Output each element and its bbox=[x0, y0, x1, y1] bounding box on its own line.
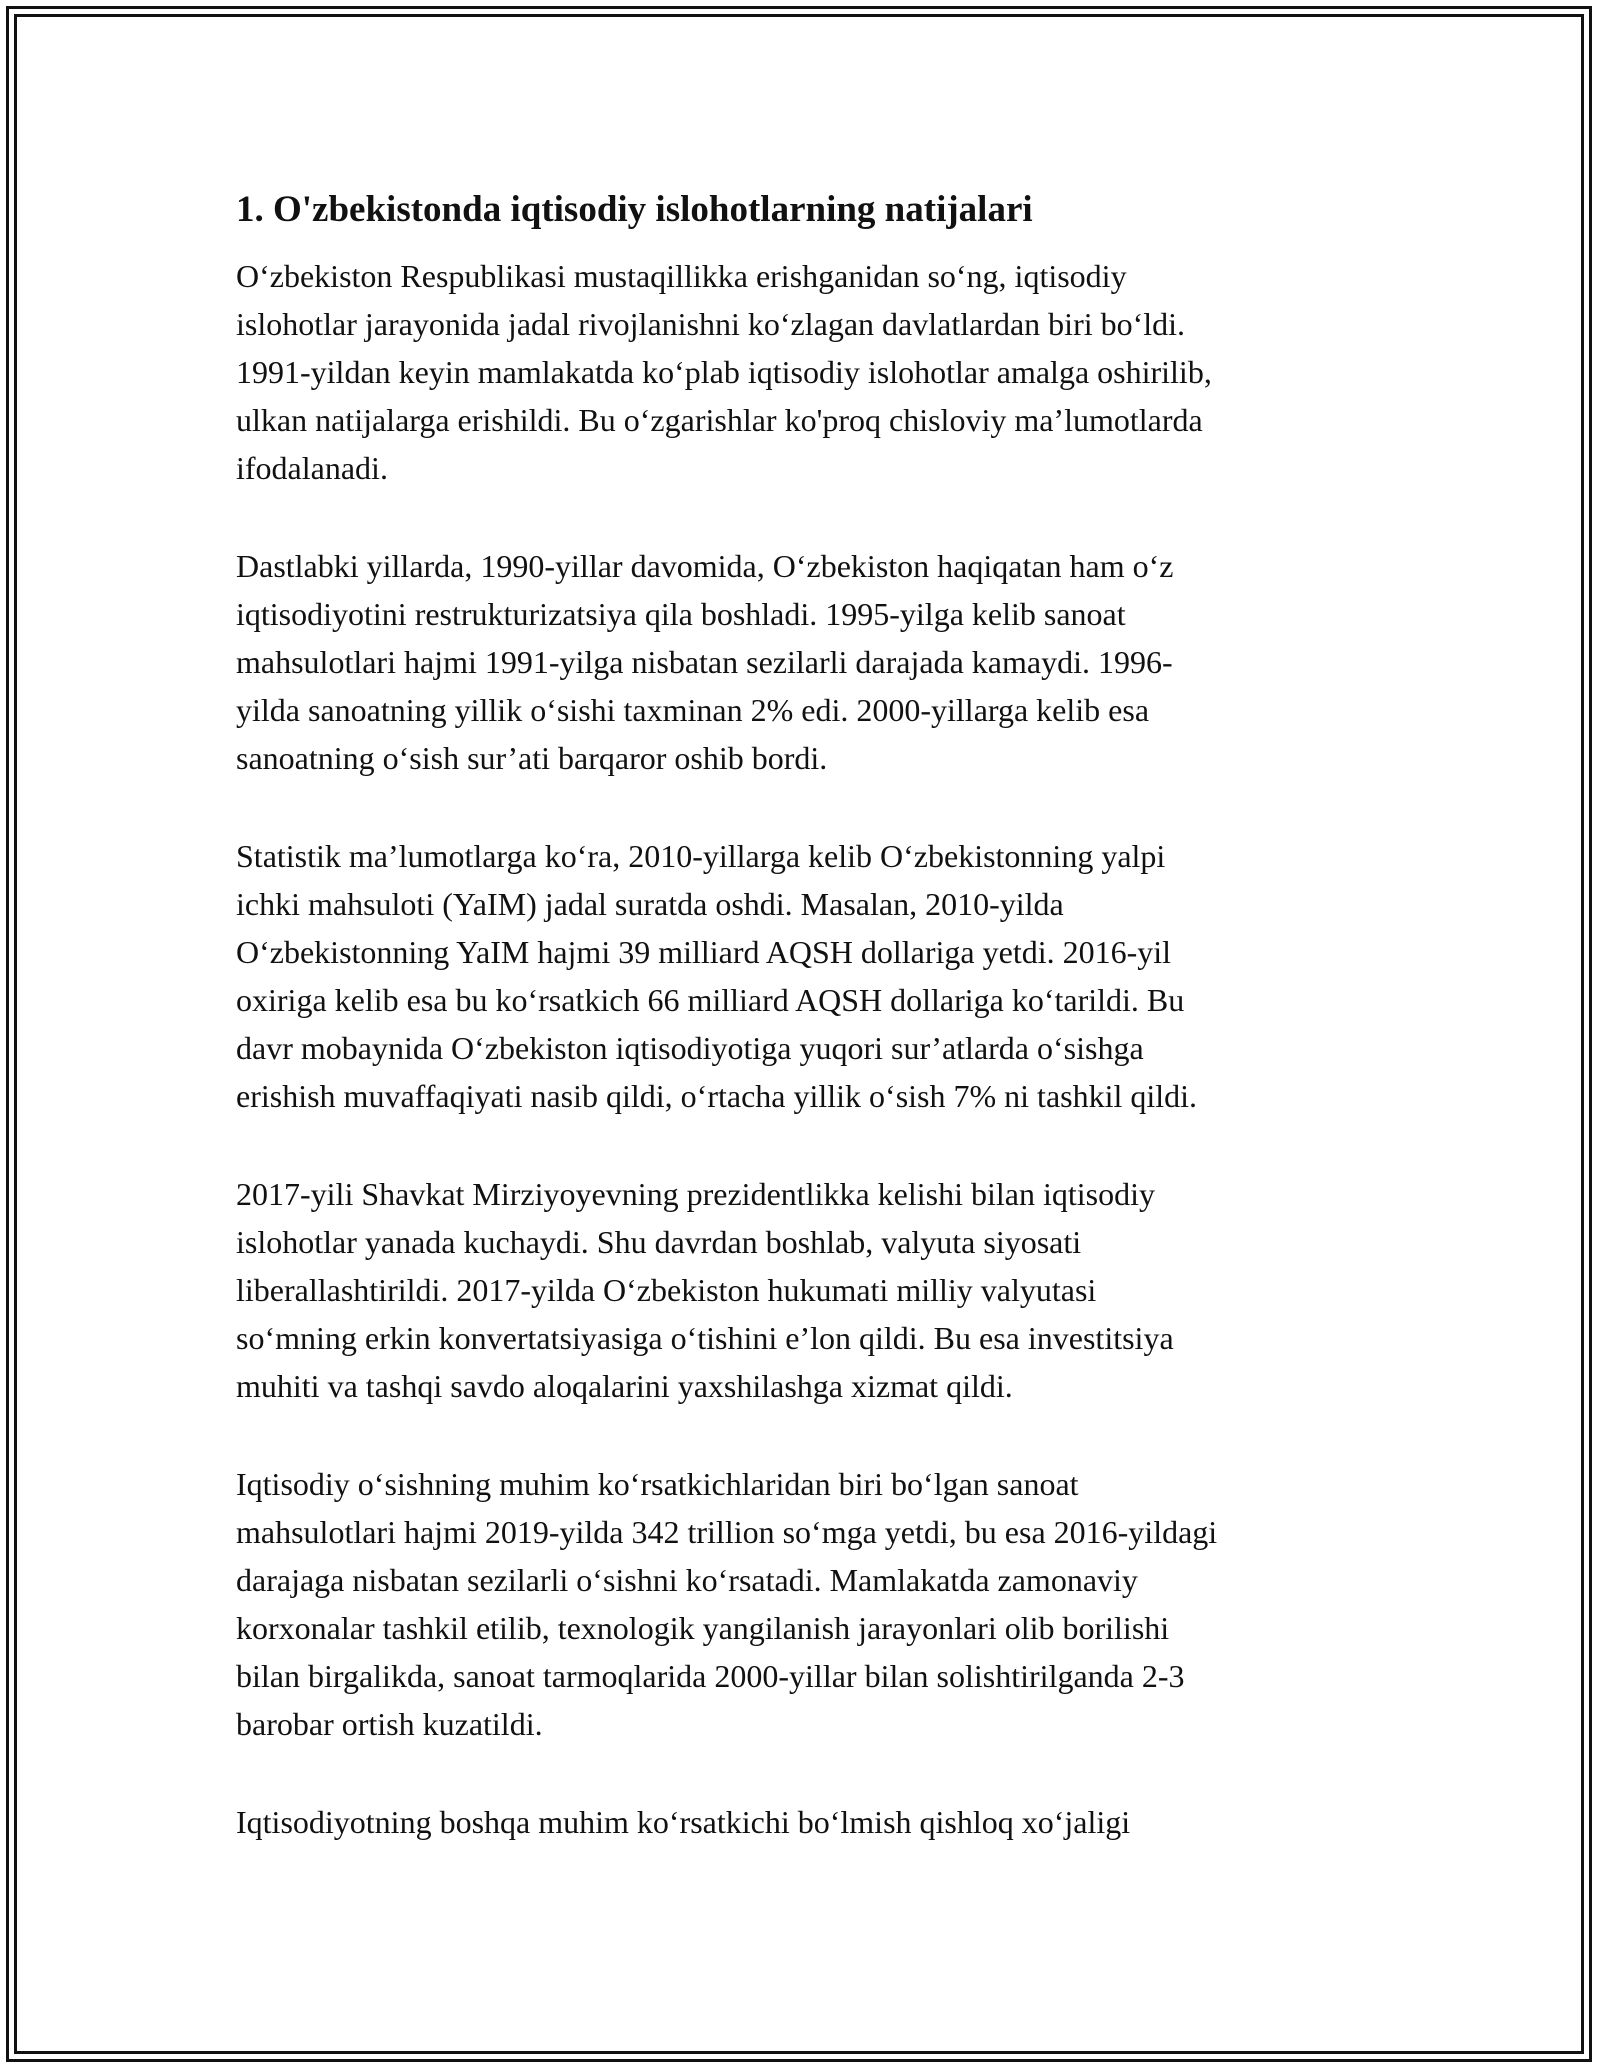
paragraph-4 bbox=[236, 1170, 1366, 1410]
text-line: islohotlar yanada kuchaydi. Shu davrdan boshlab, valyuta siyosati bbox=[236, 1224, 1082, 1260]
paragraph-3 bbox=[236, 832, 1366, 1120]
text-line: darajaga nisbatan sezilarli o‘sishni ko‘rsatadi. Mamlakatda zamonaviy bbox=[236, 1562, 1138, 1598]
document-body bbox=[236, 186, 1366, 1896]
text-line: davr mobaynida O‘zbekiston iqtisodiyotiga yuqori sur’atlarda o‘sishga bbox=[236, 1030, 1144, 1066]
text-line: barobar ortish kuzatildi. bbox=[236, 1706, 543, 1742]
text-line: mahsulotlari hajmi 2019-yilda 342 trillion so‘mga yetdi, bu esa 2016-yildagi bbox=[236, 1514, 1218, 1550]
text-line: korxonalar tashkil etilib, texnologik yangilanish jarayonlari olib borilishi bbox=[236, 1610, 1170, 1646]
text-line: Statistik ma’lumotlarga ko‘ra, 2010-yillarga kelib O‘zbekistonning yalpi bbox=[236, 838, 1166, 874]
text-line: Iqtisodiy o‘sishning muhim ko‘rsatkichlaridan biri bo‘lgan sanoat bbox=[236, 1466, 1079, 1502]
text-line: ichki mahsuloti (YaIM) jadal suratda oshdi. Masalan, 2010-yilda bbox=[236, 886, 1064, 922]
section-heading: 1. O'zbekistonda iqtisodiy islohotlarning natijalari bbox=[236, 189, 1033, 230]
text-line: sanoatning o‘sish sur’ati barqaror oshib bordi. bbox=[236, 740, 828, 776]
text-line: Dastlabki yillarda, 1990-yillar davomida, O‘zbekiston haqiqatan ham o‘z bbox=[236, 548, 1174, 584]
text-line: O‘zbekiston Respublikasi mustaqillikka erishganidan so‘ng, iqtisodiy bbox=[236, 258, 1127, 294]
text-line: yilda sanoatning yillik o‘sishi taxminan 2% edi. 2000-yillarga kelib esa bbox=[236, 692, 1150, 728]
text-line: ulkan natijalarga erishildi. Bu o‘zgarishlar ko'proq chisloviy ma’lumotlarda bbox=[236, 402, 1203, 438]
text-line: 2017-yili Shavkat Mirziyoyevning prezidentlikka kelishi bilan iqtisodiy bbox=[236, 1176, 1155, 1212]
text-line: bilan birgalikda, sanoat tarmoqlarida 2000-yillar bilan solishtirilganda 2-3 bbox=[236, 1658, 1185, 1694]
text-line: erishish muvaffaqiyati nasib qildi, o‘rtacha yillik o‘sish 7% ni tashkil qildi. bbox=[236, 1078, 1198, 1114]
paragraph-6 bbox=[236, 1798, 1366, 1846]
text-line: 1991-yildan keyin mamlakatda ko‘plab iqtisodiy islohotlar amalga oshirilib, bbox=[236, 354, 1212, 390]
text-line: mahsulotlari hajmi 1991-yilga nisbatan sezilarli darajada kamaydi. 1996- bbox=[236, 644, 1173, 680]
paragraph-5 bbox=[236, 1460, 1366, 1748]
text-line: islohotlar jarayonida jadal rivojlanishni ko‘zlagan davlatlardan biri bo‘ldi. bbox=[236, 306, 1186, 342]
text-line: Iqtisodiyotning boshqa muhim ko‘rsatkichi bo‘lmish qishloq xo‘jaligi bbox=[236, 1804, 1131, 1840]
text-line: liberallashtirildi. 2017-yilda O‘zbekiston hukumati milliy valyutasi bbox=[236, 1272, 1097, 1308]
text-line: ifodalanadi. bbox=[236, 450, 388, 486]
text-line: O‘zbekistonning YaIM hajmi 39 milliard AQSH dollariga yetdi. 2016-yil bbox=[236, 934, 1172, 970]
text-line: oxiriga kelib esa bu ko‘rsatkich 66 milliard AQSH dollariga ko‘tarildi. Bu bbox=[236, 982, 1185, 1018]
text-line: so‘mning erkin konvertatsiyasiga o‘tishini e’lon qildi. Bu esa investitsiya bbox=[236, 1320, 1174, 1356]
paragraph-2 bbox=[236, 542, 1366, 782]
text-line: iqtisodiyotini restrukturizatsiya qila boshladi. 1995-yilga kelib sanoat bbox=[236, 596, 1126, 632]
paragraph-1 bbox=[236, 252, 1366, 492]
text-line: muhiti va tashqi savdo aloqalarini yaxshilashga xizmat qildi. bbox=[236, 1368, 1013, 1404]
